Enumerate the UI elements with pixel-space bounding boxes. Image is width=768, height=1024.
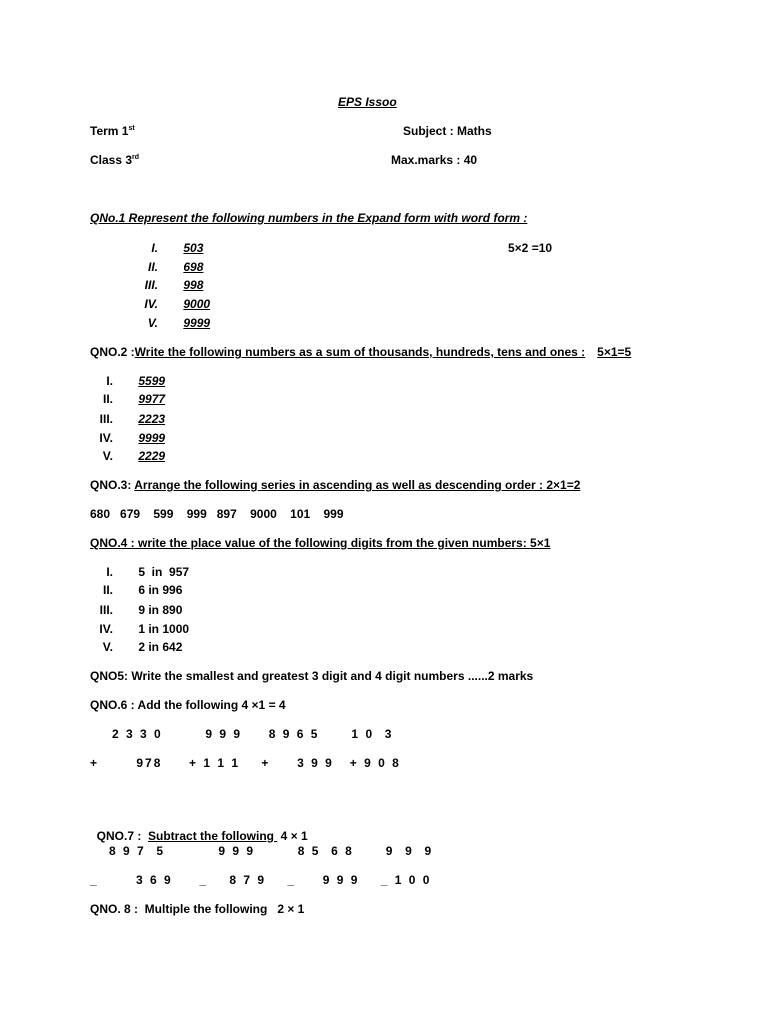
item-value: 9999	[183, 316, 211, 330]
item-number: V.	[147, 316, 158, 330]
item-value: 5 in 957	[138, 565, 190, 579]
list-item	[118, 278, 203, 292]
item-number: V.	[102, 449, 113, 463]
list-item	[73, 583, 182, 597]
item-value: 9 in 890	[138, 603, 183, 617]
item-number: II.	[102, 583, 113, 597]
list-item	[73, 640, 182, 654]
list-item	[73, 374, 165, 388]
item-number: I.	[151, 241, 158, 255]
q1-title: QNo.1 Represent the following numbers in the Expand form with word form :	[90, 211, 528, 225]
list-item	[73, 603, 182, 617]
q2-prefix: QNO.2 :	[90, 345, 135, 359]
max-marks: Max.marks : 40	[391, 153, 478, 167]
list-item	[73, 622, 189, 636]
item-number: IV.	[99, 622, 113, 636]
q7-title-text: Subtract the following	[148, 829, 278, 843]
item-number: I.	[106, 374, 113, 388]
item-number: III.	[99, 412, 113, 426]
q1-marks: 5×2 =10	[508, 241, 553, 255]
q3-title	[90, 478, 580, 492]
q3-title-text: Arrange the following series in ascending as well as descending order : 2×1=2	[134, 478, 581, 492]
term-label	[90, 124, 135, 138]
list-item	[73, 431, 165, 445]
q3-series: 680 679 599 999 897 9000 101 999	[90, 507, 344, 521]
item-value: 2223	[138, 412, 166, 426]
list-item	[73, 449, 165, 463]
q7-marks: 4 × 1	[277, 829, 308, 843]
item-value: 9999	[138, 431, 166, 445]
q7-line-1: 8 9 7 5 9 9 9 8 5 6 8 9 9 9	[109, 844, 434, 858]
list-item	[118, 260, 203, 274]
item-value: 9977	[138, 392, 166, 406]
q2-title	[90, 345, 631, 359]
item-number: IV.	[144, 297, 158, 311]
list-item	[118, 316, 210, 330]
item-number: III.	[144, 278, 158, 292]
list-item	[118, 241, 203, 255]
list-item	[73, 412, 165, 426]
item-value: 6 in 996	[138, 583, 183, 597]
q6-line-1: 2 3 3 0 9 9 9 8 9 6 5 1 0 3	[112, 727, 394, 741]
item-value: 5599	[138, 374, 166, 388]
item-number: IV.	[99, 431, 113, 445]
q7-line-2: _ 3 6 9 _ 8 7 9 _ 9 9 9 _ 1 0 0	[90, 873, 432, 887]
q7-prefix: QNO.7 :	[96, 829, 149, 843]
item-value: 998	[183, 278, 204, 292]
term-sup: st	[128, 125, 135, 132]
q2-title-text: Write the following numbers as a sum of thousands, hundreds, tens and ones :	[134, 345, 586, 359]
item-number: I.	[106, 565, 113, 579]
term-text: Term 1	[90, 124, 129, 138]
subject-label: Subject : Maths	[403, 124, 492, 138]
item-number: II.	[147, 260, 158, 274]
item-number: III.	[99, 603, 113, 617]
list-item	[118, 297, 210, 311]
item-value: 2 in 642	[138, 640, 183, 654]
list-item	[73, 565, 189, 579]
school-name: EPS Issoo	[338, 95, 397, 109]
item-value: 503	[183, 241, 204, 255]
q4-title: QNO.4 : write the place value of the following digits from the given numbers: 5×1	[90, 536, 551, 550]
list-item	[73, 392, 165, 406]
class-sup: rd	[132, 154, 140, 161]
item-value: 9000	[183, 297, 211, 311]
item-value: 2229	[138, 449, 166, 463]
item-number: II.	[102, 392, 113, 406]
q8-title: QNO. 8 : Multiple the following 2 × 1	[90, 902, 305, 916]
class-text: Class 3	[90, 153, 133, 167]
q7-title	[90, 815, 308, 843]
q6-title: QNO.6 : Add the following 4 ×1 = 4	[90, 698, 286, 712]
q3-prefix: QNO.3:	[90, 478, 135, 492]
item-value: 1 in 1000	[138, 622, 190, 636]
q6-line-2: + 978 + 1 1 1 + 3 9 9 + 9 0 8	[90, 756, 401, 770]
q5-title: QNO5: Write the smallest and greatest 3 digit and 4 digit numbers ......2 marks	[90, 669, 534, 683]
item-number: V.	[102, 640, 113, 654]
q2-marks: 5×1=5	[597, 345, 632, 359]
class-label	[90, 153, 139, 167]
item-value: 698	[183, 260, 204, 274]
